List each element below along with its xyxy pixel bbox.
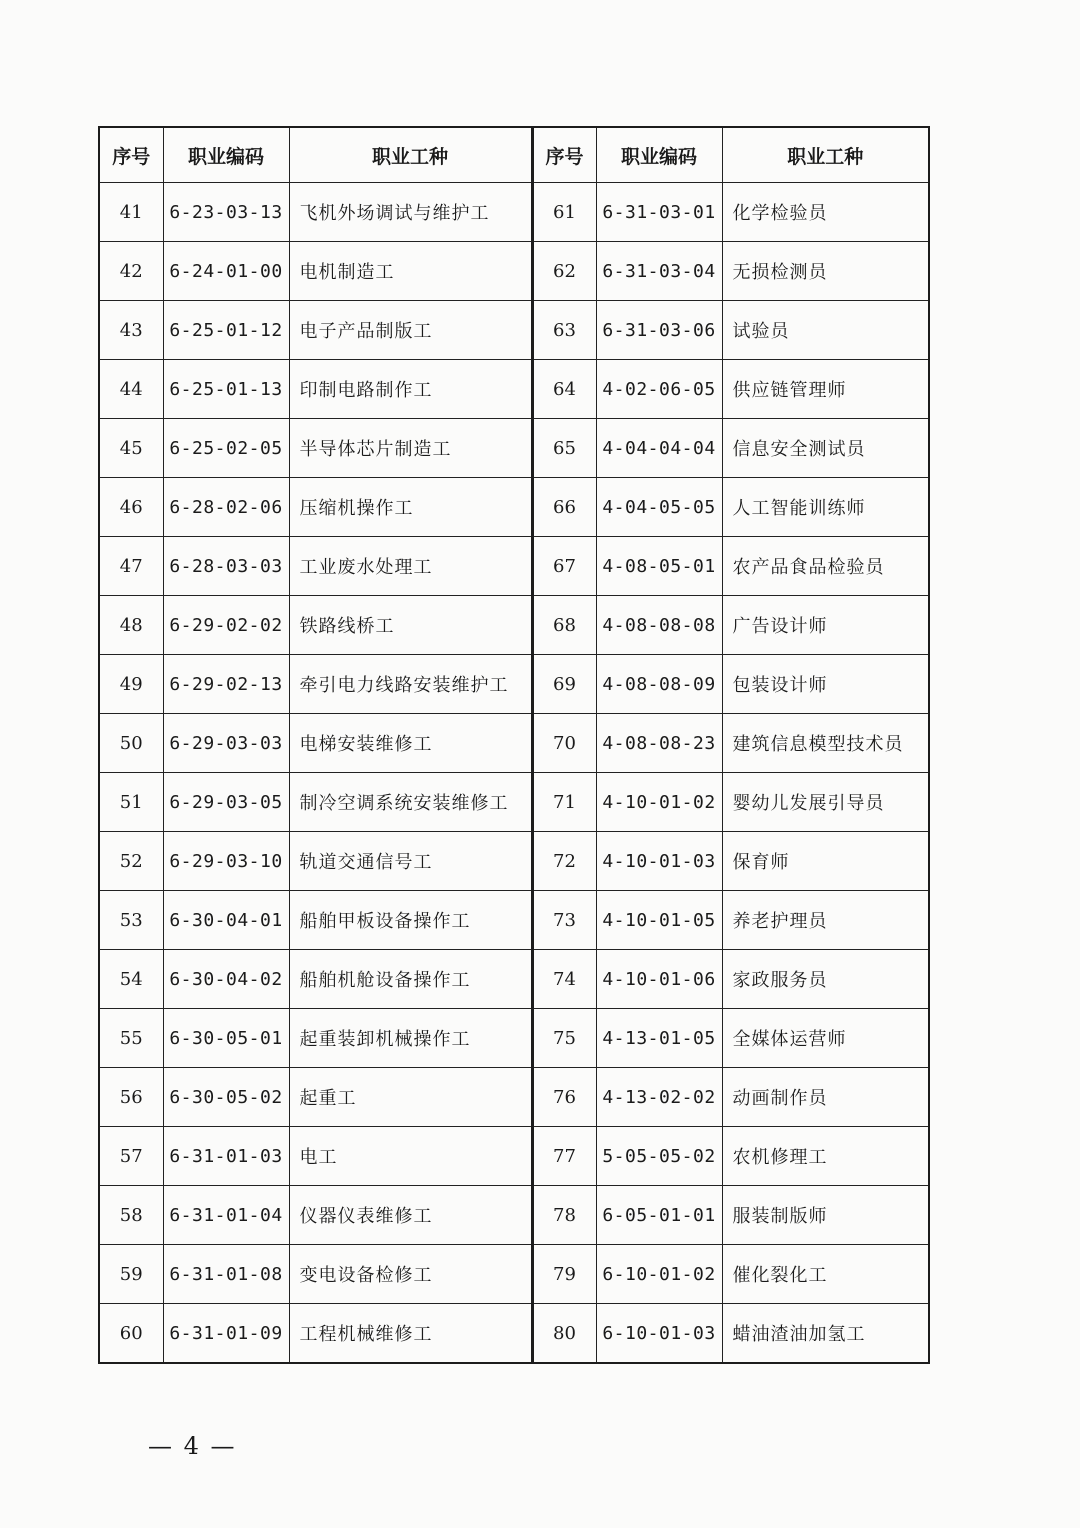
header-code-left: 职业编码: [163, 127, 289, 183]
seq-number-cell: 73: [532, 891, 596, 950]
occupation-code-cell: 6-10-01-02: [596, 1245, 722, 1304]
seq-number-cell: 77: [532, 1127, 596, 1186]
seq-number-cell: 52: [99, 832, 163, 891]
seq-number-cell: 80: [532, 1304, 596, 1364]
seq-number-cell: 66: [532, 478, 596, 537]
header-occupation-left: 职业工种: [289, 127, 532, 183]
occupation-table: [98, 126, 930, 1364]
occupation-name-cell: 电子产品制版工: [289, 301, 532, 360]
occupation-name-cell: 牵引电力线路安装维护工: [289, 655, 532, 714]
seq-number-cell: 48: [99, 596, 163, 655]
occupation-code-cell: 6-28-03-03: [163, 537, 289, 596]
table-row: [99, 714, 929, 773]
seq-number-cell: 43: [99, 301, 163, 360]
seq-number-cell: 53: [99, 891, 163, 950]
table-row: [99, 773, 929, 832]
occupation-code-cell: 4-10-01-02: [596, 773, 722, 832]
seq-number-cell: 75: [532, 1009, 596, 1068]
table-row: [99, 419, 929, 478]
occupation-code-cell: 4-08-08-08: [596, 596, 722, 655]
occupation-name-cell: 工程机械维修工: [289, 1304, 532, 1364]
seq-number-cell: 70: [532, 714, 596, 773]
occupation-code-cell: 4-08-08-09: [596, 655, 722, 714]
seq-number-cell: 68: [532, 596, 596, 655]
occupation-code-cell: 6-31-03-06: [596, 301, 722, 360]
occupation-name-cell: 制冷空调系统安装维修工: [289, 773, 532, 832]
seq-number-cell: 49: [99, 655, 163, 714]
table-row: [99, 655, 929, 714]
occupation-name-cell: 养老护理员: [722, 891, 929, 950]
occupation-code-cell: 5-05-05-02: [596, 1127, 722, 1186]
occupation-name-cell: 变电设备检修工: [289, 1245, 532, 1304]
occupation-code-cell: 4-10-01-05: [596, 891, 722, 950]
occupation-code-cell: 6-30-05-02: [163, 1068, 289, 1127]
occupation-name-cell: 蜡油渣油加氢工: [722, 1304, 929, 1364]
occupation-name-cell: 化学检验员: [722, 183, 929, 242]
seq-number-cell: 47: [99, 537, 163, 596]
header-row: [99, 127, 929, 183]
occupation-name-cell: 船舶甲板设备操作工: [289, 891, 532, 950]
occupation-name-cell: 铁路线桥工: [289, 596, 532, 655]
occupation-name-cell: 人工智能训练师: [722, 478, 929, 537]
occupation-name-cell: 家政服务员: [722, 950, 929, 1009]
header-seq-left: 序号: [99, 127, 163, 183]
occupation-name-cell: 保育师: [722, 832, 929, 891]
table-row: [99, 1127, 929, 1186]
occupation-code-cell: 6-29-03-03: [163, 714, 289, 773]
occupation-name-cell: 船舶机舱设备操作工: [289, 950, 532, 1009]
table-row: [99, 891, 929, 950]
seq-number-cell: 63: [532, 301, 596, 360]
occupation-code-cell: 6-29-03-05: [163, 773, 289, 832]
table-row: [99, 596, 929, 655]
table-row: [99, 1304, 929, 1364]
seq-number-cell: 72: [532, 832, 596, 891]
table-row: [99, 1009, 929, 1068]
occupation-name-cell: 无损检测员: [722, 242, 929, 301]
occupation-name-cell: 压缩机操作工: [289, 478, 532, 537]
seq-number-cell: 45: [99, 419, 163, 478]
occupation-name-cell: 电工: [289, 1127, 532, 1186]
occupation-name-cell: 印制电路制作工: [289, 360, 532, 419]
table-row: [99, 360, 929, 419]
occupation-code-cell: 4-04-05-05: [596, 478, 722, 537]
occupation-name-cell: 建筑信息模型技术员: [722, 714, 929, 773]
seq-number-cell: 42: [99, 242, 163, 301]
occupation-name-cell: 电梯安装维修工: [289, 714, 532, 773]
occupation-code-cell: 6-31-01-09: [163, 1304, 289, 1364]
occupation-code-cell: 6-31-01-04: [163, 1186, 289, 1245]
occupation-code-cell: 4-04-04-04: [596, 419, 722, 478]
occupation-code-cell: 4-08-08-23: [596, 714, 722, 773]
occupation-code-cell: 6-31-01-03: [163, 1127, 289, 1186]
occupation-code-cell: 6-25-01-12: [163, 301, 289, 360]
seq-number-cell: 55: [99, 1009, 163, 1068]
header-code-right: 职业编码: [596, 127, 722, 183]
occupation-code-cell: 6-31-03-04: [596, 242, 722, 301]
occupation-name-cell: 起重装卸机械操作工: [289, 1009, 532, 1068]
table-row: [99, 1186, 929, 1245]
seq-number-cell: 78: [532, 1186, 596, 1245]
occupation-name-cell: 仪器仪表维修工: [289, 1186, 532, 1245]
seq-number-cell: 79: [532, 1245, 596, 1304]
occupation-code-cell: 6-30-04-01: [163, 891, 289, 950]
occupation-name-cell: 广告设计师: [722, 596, 929, 655]
occupation-code-cell: 6-25-02-05: [163, 419, 289, 478]
occupation-code-cell: 4-10-01-06: [596, 950, 722, 1009]
header-seq-right: 序号: [532, 127, 596, 183]
occupation-code-cell: 6-10-01-03: [596, 1304, 722, 1364]
occupation-name-cell: 全媒体运营师: [722, 1009, 929, 1068]
occupation-name-cell: 农产品食品检验员: [722, 537, 929, 596]
seq-number-cell: 62: [532, 242, 596, 301]
table-row: [99, 1068, 929, 1127]
occupation-name-cell: 信息安全测试员: [722, 419, 929, 478]
occupation-name-cell: 供应链管理师: [722, 360, 929, 419]
occupation-name-cell: 婴幼儿发展引导员: [722, 773, 929, 832]
occupation-code-cell: 4-10-01-03: [596, 832, 722, 891]
seq-number-cell: 65: [532, 419, 596, 478]
occupation-code-cell: 4-13-01-05: [596, 1009, 722, 1068]
seq-number-cell: 67: [532, 537, 596, 596]
occupation-name-cell: 电机制造工: [289, 242, 532, 301]
table-row: [99, 537, 929, 596]
occupation-code-cell: 4-02-06-05: [596, 360, 722, 419]
occupation-name-cell: 工业废水处理工: [289, 537, 532, 596]
occupation-code-cell: 6-30-05-01: [163, 1009, 289, 1068]
seq-number-cell: 59: [99, 1245, 163, 1304]
occupation-code-cell: 6-23-03-13: [163, 183, 289, 242]
occupation-code-cell: 6-30-04-02: [163, 950, 289, 1009]
occupation-code-cell: 4-13-02-02: [596, 1068, 722, 1127]
seq-number-cell: 50: [99, 714, 163, 773]
seq-number-cell: 57: [99, 1127, 163, 1186]
seq-number-cell: 58: [99, 1186, 163, 1245]
seq-number-cell: 76: [532, 1068, 596, 1127]
occupation-name-cell: 起重工: [289, 1068, 532, 1127]
seq-number-cell: 41: [99, 183, 163, 242]
seq-number-cell: 46: [99, 478, 163, 537]
occupation-code-cell: 6-31-03-01: [596, 183, 722, 242]
seq-number-cell: 56: [99, 1068, 163, 1127]
table-row: [99, 832, 929, 891]
occupation-code-cell: 6-29-03-10: [163, 832, 289, 891]
seq-number-cell: 44: [99, 360, 163, 419]
seq-number-cell: 61: [532, 183, 596, 242]
occupation-name-cell: 动画制作员: [722, 1068, 929, 1127]
occupation-name-cell: 轨道交通信号工: [289, 832, 532, 891]
seq-number-cell: 71: [532, 773, 596, 832]
occupation-code-cell: 6-29-02-13: [163, 655, 289, 714]
occupation-name-cell: 催化裂化工: [722, 1245, 929, 1304]
occupation-code-cell: 6-25-01-13: [163, 360, 289, 419]
header-occupation-right: 职业工种: [722, 127, 929, 183]
table-row: [99, 950, 929, 1009]
table-row: [99, 478, 929, 537]
occupation-code-cell: 6-29-02-02: [163, 596, 289, 655]
seq-number-cell: 69: [532, 655, 596, 714]
occupation-name-cell: 试验员: [722, 301, 929, 360]
table-row: [99, 1245, 929, 1304]
seq-number-cell: 51: [99, 773, 163, 832]
table-row: [99, 242, 929, 301]
occupation-name-cell: 服装制版师: [722, 1186, 929, 1245]
table-body: [99, 183, 929, 1364]
occupation-code-cell: 6-31-01-08: [163, 1245, 289, 1304]
table-header: [99, 127, 929, 183]
occupation-code-cell: 4-08-05-01: [596, 537, 722, 596]
occupation-code-cell: 6-28-02-06: [163, 478, 289, 537]
table-row: [99, 183, 929, 242]
table-row: [99, 301, 929, 360]
occupation-name-cell: 包装设计师: [722, 655, 929, 714]
seq-number-cell: 74: [532, 950, 596, 1009]
occupation-code-cell: 6-24-01-00: [163, 242, 289, 301]
occupation-name-cell: 农机修理工: [722, 1127, 929, 1186]
occupation-code-cell: 6-05-01-01: [596, 1186, 722, 1245]
seq-number-cell: 64: [532, 360, 596, 419]
seq-number-cell: 54: [99, 950, 163, 1009]
occupation-name-cell: 飞机外场调试与维护工: [289, 183, 532, 242]
page-number: — 4 —: [148, 1432, 237, 1460]
occupation-name-cell: 半导体芯片制造工: [289, 419, 532, 478]
seq-number-cell: 60: [99, 1304, 163, 1364]
